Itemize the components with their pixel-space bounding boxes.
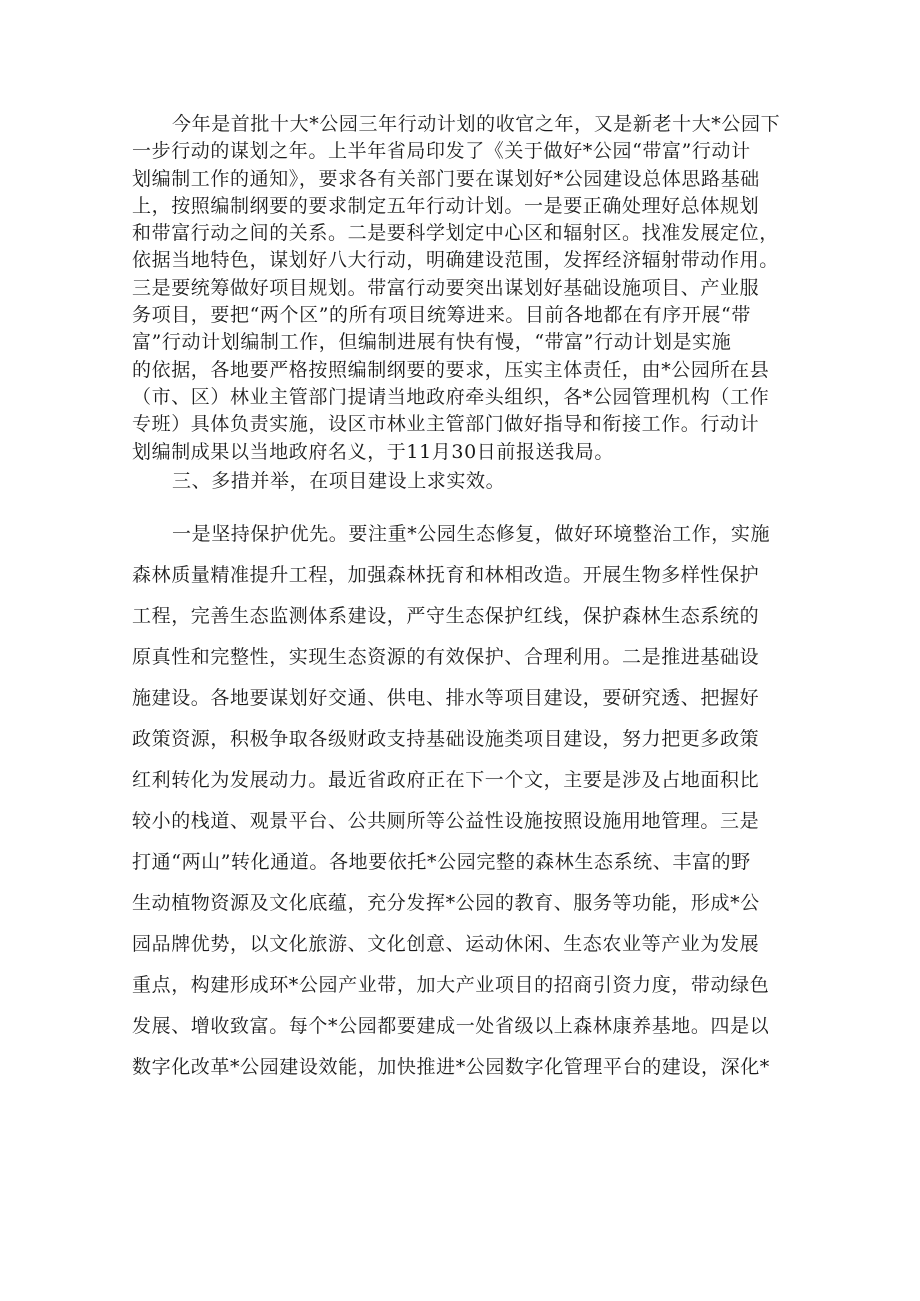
text-line: 重点，构建形成环*公园产业带，加大产业项目的招商引资力度，带动绿色 [132, 974, 770, 996]
text-line: 原真性和完整性，实现生态资源的有效保护、合理利用。二是推进基础设 [132, 646, 760, 668]
text-line: （市、区）林业主管部门提请当地政府牵头组织，各*公园管理机构（工作 [132, 385, 770, 408]
text-line: 数字化改革*公园建设效能，加快推进*公园数字化管理平台的建设，深化* [132, 1056, 770, 1078]
text-line: 生动植物资源及文化底蕴，充分发挥*公园的教育、服务等功能，形成*公 [132, 892, 760, 914]
text-line: 依据当地特色，谋划好八大行动，明确建设范围，发挥经济辐射带动作用。 [132, 249, 779, 272]
text-line: 和带富行动之间的关系。二是要科学划定中心区和辐射区。找准发展定位， [132, 222, 779, 245]
text-line: 上，按照编制纲要的要求制定五年行动计划。一是要正确处理好总体规划 [132, 194, 760, 217]
text-line: 园品牌优势，以文化旅游、文化创意、运动休闲、生态农业等产业为发展 [132, 933, 760, 955]
text-line: 打通“两山”转化通道。各地要依托*公园完整的森林生态系统、丰富的野 [132, 851, 751, 873]
text-line: 森林质量精准提升工程，加强森林抚育和林相改造。开展生物多样性保护 [132, 564, 760, 586]
text-line: 政策资源，积极争取各级财政支持基础设施类项目建设，努力把更多政策 [132, 728, 760, 750]
text-line: 划编制成果以当地政府名义，于11月30日前报送我局。 [132, 440, 614, 463]
text-line: 红利转化为发展动力。最近省政府正在下一个文，主要是涉及占地面积比 [132, 769, 760, 791]
text-line: 一是坚持保护优先。要注重*公园生态修复，做好环境整治工作，实施 [172, 523, 771, 545]
text-line: 较小的栈道、观景平台、公共厕所等公益性设施按照设施用地管理。三是 [132, 810, 760, 832]
text-line: 工程，完善生态监测体系建设，严守生态保护红线，保护森林生态系统的 [132, 605, 760, 627]
text-line: 划编制工作的通知》，要求各有关部门要在谋划好*公园建设总体思路基础 [132, 167, 760, 190]
text-line: 三是要统筹做好项目规划。带富行动要突出谋划好基础设施项目、产业服 [132, 276, 760, 299]
paragraph-plan-compilation [132, 111, 792, 466]
text-line: 务项目，要把“两个区”的所有项目统筹进来。目前各地都在有序开展“带 [132, 304, 751, 327]
text-line: 今年是首批十大*公园三年行动计划的收官之年，又是新老十大*公园下 [172, 113, 781, 135]
text-line: 发展、增收致富。每个*公园都要建成一处省级以上森林康养基地。四是以 [132, 1015, 770, 1037]
section-heading: 三、多措并举，在项目建设上求实效。 [172, 470, 506, 492]
text-line: 一步行动的谋划之年。上半年省局印发了《关于做好*公园“带富”行动计 [132, 140, 751, 163]
paragraph-project-construction [132, 514, 792, 1088]
text-line: 的依据，各地要严格按照编制纲要的要求，压实主体责任，由*公园所在县 [132, 358, 770, 381]
text-line: 专班）具体负责实施，设区市林业主管部门做好指导和衔接工作。行动计 [132, 413, 760, 436]
text-line: 富”行动计划编制工作，但编制进展有快有慢，“带富”行动计划是实施 [132, 331, 732, 354]
text-line: 施建设。各地要谋划好交通、供电、排水等项目建设，要研究透、把握好 [132, 687, 760, 709]
